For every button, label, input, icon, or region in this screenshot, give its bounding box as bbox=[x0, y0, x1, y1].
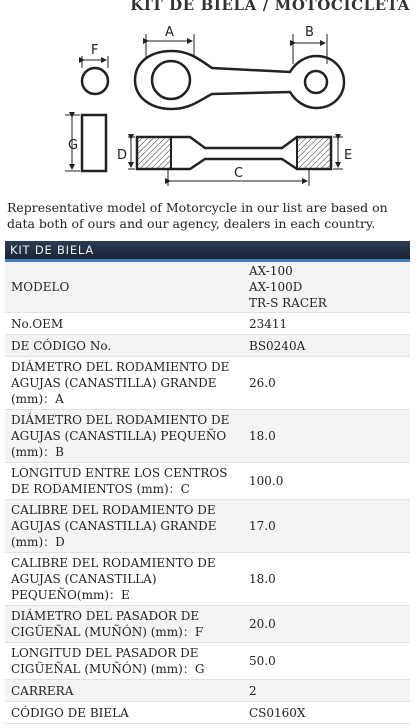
description-text: Representative model of Motorcycle in our list are based on data both of ours and our agency, dealers in each country. bbox=[7, 200, 388, 231]
table-row bbox=[5, 313, 410, 335]
spec-label: LONGITUD DEL PASADOR DE CIGÜEÑAL (MUÑÓN) (mm)：G bbox=[5, 643, 243, 680]
spec-value: 20.0 bbox=[243, 606, 410, 643]
section-header bbox=[5, 241, 410, 262]
table-row bbox=[5, 335, 410, 357]
table-row bbox=[5, 643, 410, 680]
model-value: AX-100 bbox=[249, 264, 293, 278]
connecting-rod-diagram bbox=[0, 14, 416, 194]
crank-pin-side bbox=[82, 115, 106, 171]
spec-label: LONGITUD ENTRE LOS CENTROS DE RODAMIENTOS (mm)：C bbox=[5, 463, 243, 500]
table-row bbox=[5, 463, 410, 500]
crank-pin-circle bbox=[82, 68, 108, 94]
spec-label: MODELO bbox=[5, 262, 243, 313]
table-row bbox=[5, 262, 410, 313]
spec-value: 26.0 bbox=[243, 357, 410, 410]
table-row bbox=[5, 702, 410, 724]
label-g: G bbox=[68, 138, 79, 153]
table-row bbox=[5, 553, 410, 606]
model-value: AX-100D bbox=[249, 280, 303, 294]
label-b: B bbox=[305, 25, 314, 40]
spec-value: 18.0 bbox=[243, 410, 410, 463]
spec-label: DE CÓDIGO No. bbox=[5, 335, 243, 357]
label-c: C bbox=[234, 166, 244, 181]
spec-value: 18.0 bbox=[243, 553, 410, 606]
spec-label: CARRERA bbox=[5, 680, 243, 702]
spec-value: CS0160X bbox=[243, 702, 410, 724]
page-title: KIT DE BIELA / MOTOCICLETA bbox=[130, 0, 410, 14]
label-a: A bbox=[165, 25, 174, 40]
spec-value bbox=[243, 262, 410, 313]
spec-label: No.OEM bbox=[5, 313, 243, 335]
table-row bbox=[5, 500, 410, 553]
model-value: TR-S RACER bbox=[249, 296, 327, 310]
rod-top-view bbox=[135, 51, 344, 109]
spec-value: 17.0 bbox=[243, 500, 410, 553]
spec-label: CALIBRE DEL RODAMIENTO DE AGUJAS (CANASTILLA) PEQUEÑO(mm)：E bbox=[5, 553, 243, 606]
spec-label: CÓDIGO DE BIELA bbox=[5, 702, 243, 724]
table-row bbox=[5, 680, 410, 702]
spec-value: 2 bbox=[243, 680, 410, 702]
spec-label: DIÁMETRO DEL RODAMIENTO DE AGUJAS (CANASTILLA) PEQUEÑO (mm)：B bbox=[5, 410, 243, 463]
spec-table bbox=[5, 262, 410, 724]
spec-value: 23411 bbox=[243, 313, 410, 335]
table-row bbox=[5, 410, 410, 463]
label-e: E bbox=[344, 148, 353, 163]
spec-value: BS0240A bbox=[243, 335, 410, 357]
spec-value: 50.0 bbox=[243, 643, 410, 680]
spec-label: DIÁMETRO DEL PASADOR DE CIGÜEÑAL (MUÑÓN) (mm)：F bbox=[5, 606, 243, 643]
spec-label: DIÁMETRO DEL RODAMIENTO DE AGUJAS (CANASTILLA) GRANDE (mm)：A bbox=[5, 357, 243, 410]
table-row bbox=[5, 606, 410, 643]
section-title: KIT DE BIELA bbox=[10, 243, 95, 257]
label-f: F bbox=[91, 43, 99, 58]
table-row bbox=[5, 357, 410, 410]
spec-label: CALIBRE DEL RODAMIENTO DE AGUJAS (CANASTILLA) GRANDE (mm)：D bbox=[5, 500, 243, 553]
label-d: D bbox=[117, 148, 128, 163]
spec-value: 100.0 bbox=[243, 463, 410, 500]
